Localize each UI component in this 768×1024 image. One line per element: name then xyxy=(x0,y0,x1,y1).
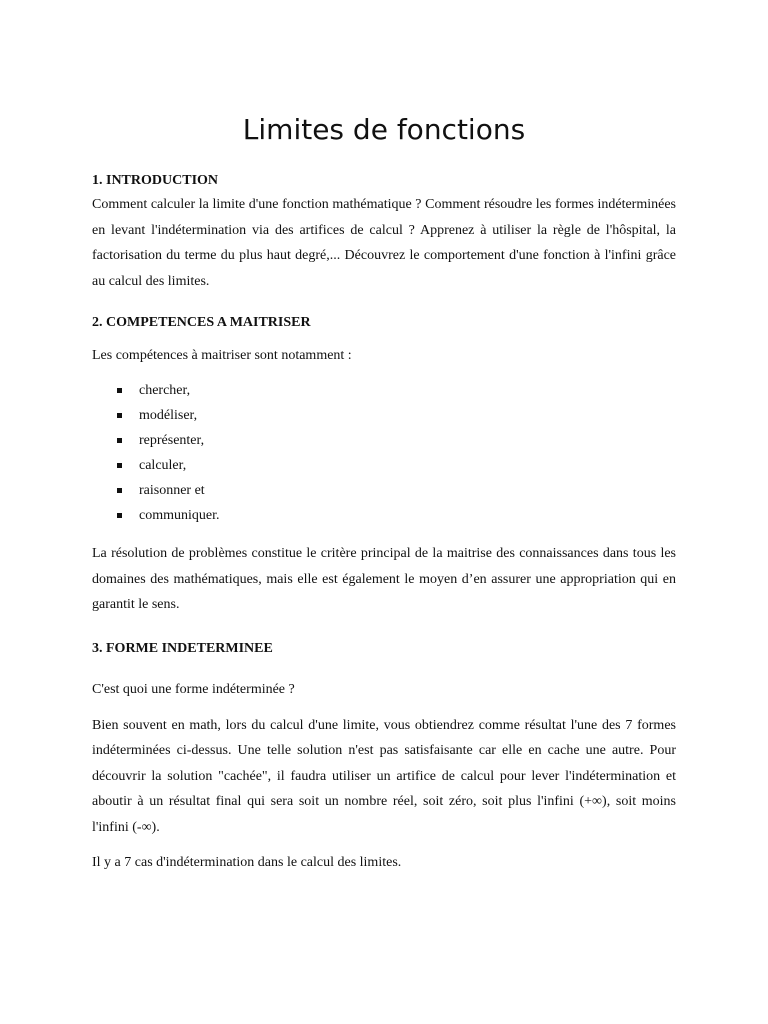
list-item xyxy=(117,453,676,478)
resolution-paragraph: La résolution de problèmes constitue le critère principal de la maitrise des connaissances dans tous les domaines des mathématiques, mais elle est également le moyen d’en assurer une appropriation qui en garantit le sens. xyxy=(92,546,676,612)
forme-explanation-paragraph: Bien souvent en math, lors du calcul d'une limite, vous obtiendrez comme résultat l'une des 7 formes indéterminées ci-dessus. Une telle solution n'est pas satisfaisante car elle en cache une autre. Pour découvrir la solution "cachée", il faudra utiliser un artifice de calcul pour lever l'indétermination et aboutir à un résultat final qui sera soit un nombre réel, soit zéro, soit plus l'infini (+∞), soit moins l'infini (-∞). xyxy=(92,717,676,835)
list-item-text: calculer, xyxy=(139,458,187,473)
page-title: Limites de fonctions xyxy=(242,113,526,146)
indetermination-cases-text: Il y a 7 cas d'indétermination dans le calcul des limites. xyxy=(92,855,402,870)
competences-list xyxy=(92,378,676,528)
list-item-text: raisonner et xyxy=(139,483,205,498)
section-heading-forme-indeterminee: 3. FORME INDETERMINEE xyxy=(92,640,273,656)
square-bullet-icon xyxy=(117,513,122,518)
list-item-text: représenter, xyxy=(139,433,205,448)
square-bullet-icon xyxy=(117,388,122,393)
list-item xyxy=(117,378,676,403)
competences-intro: Les compétences à maitriser sont notamment : xyxy=(92,348,352,363)
square-bullet-icon xyxy=(117,463,122,468)
list-item-text: modéliser, xyxy=(139,408,198,423)
list-item xyxy=(117,428,676,453)
square-bullet-icon xyxy=(117,413,122,418)
square-bullet-icon xyxy=(117,438,122,443)
section-heading-introduction: 1. INTRODUCTION xyxy=(92,173,219,188)
introduction-paragraph: Comment calculer la limite d'une fonction mathématique ? Comment résoudre les formes indéterminées en levant l'indétermination via des artifices de calcul ? Apprenez à utiliser la règle de l'hôspital, la factorisation du terme du plus haut degré,... Découvrez le comportement d'une fonction à l'infini grâce au calcul des limites. xyxy=(92,197,676,289)
forme-question: C'est quoi une forme indéterminée ? xyxy=(92,681,295,697)
list-item-text: communiquer. xyxy=(139,508,220,523)
list-item xyxy=(117,503,676,528)
section-heading-competences: 2. COMPETENCES A MAITRISER xyxy=(92,315,311,330)
square-bullet-icon xyxy=(117,488,122,493)
list-item xyxy=(117,478,676,503)
list-item xyxy=(117,403,676,428)
list-item-text: chercher, xyxy=(139,383,191,398)
